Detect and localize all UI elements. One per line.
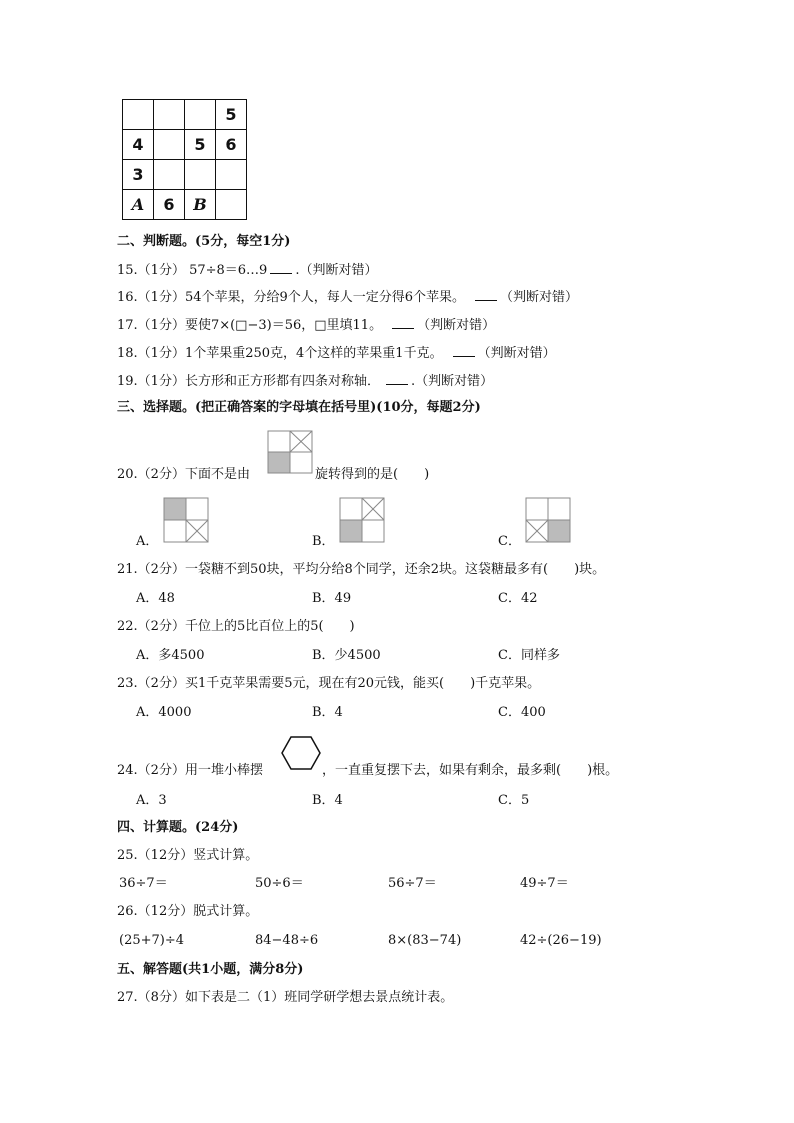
question-17 [117, 316, 495, 335]
grid-cell: B [185, 190, 216, 220]
question-22: 22.（2分）千位上的5比百位上的5( ) [117, 619, 355, 634]
expression: (25+7)÷4 [119, 933, 185, 948]
option-a[interactable]: A．3 [136, 793, 167, 808]
option-b[interactable]: B．4 [312, 793, 343, 808]
grid-cell: 5 [216, 100, 247, 130]
option-c-figure[interactable] [525, 497, 571, 543]
answer-blank[interactable] [392, 316, 414, 329]
option-b-label[interactable]: B． [312, 534, 335, 549]
expression: 84−48÷6 [255, 933, 319, 948]
expression: 50÷6＝ [255, 876, 304, 891]
option-b[interactable]: B．49 [312, 591, 352, 606]
section-title-judgement: 二、判断题。(5分，每空1分) [117, 234, 291, 249]
option-a[interactable]: A．48 [136, 591, 175, 606]
question-text: 15.（1分） 57÷8＝6…9 [117, 263, 268, 278]
expression: 42÷(26−19) [520, 933, 602, 948]
option-c-label[interactable]: C． [498, 534, 521, 549]
grid-cell [123, 100, 154, 130]
section-title-answer: 五、解答题(共1小题，满分8分) [117, 962, 304, 977]
grid-cell [154, 160, 185, 190]
option-c[interactable]: C．42 [498, 591, 538, 606]
question-20 [117, 466, 250, 484]
grid-cell: 5 [185, 130, 216, 160]
question-15 [117, 261, 377, 280]
answer-blank[interactable] [475, 288, 497, 301]
grid-cell: 6 [216, 130, 247, 160]
grid-cell [216, 160, 247, 190]
question-suffix: （判断对错） [500, 290, 579, 305]
question-25: 25.（12分）竖式计算。 [117, 848, 259, 863]
question-suffix: .（判断对错） [295, 263, 378, 278]
answer-blank[interactable] [386, 372, 408, 385]
option-c[interactable]: C．400 [498, 705, 546, 720]
question-26: 26.（12分）脱式计算。 [117, 904, 259, 919]
answer-blank[interactable] [270, 261, 292, 274]
rotation-figure-original [267, 430, 313, 474]
grid-cell: A [123, 190, 154, 220]
grid-cell: 3 [123, 160, 154, 190]
question-24: 24.（2分）用一堆小棒摆 [117, 763, 263, 778]
question-text: 19.（1分）长方形和正方形都有四条对称轴． [117, 374, 380, 389]
number-grid [122, 99, 247, 220]
section-title-choice: 三、选择题。(把正确答案的字母填在括号里)(10分，每题2分) [117, 400, 481, 415]
grid-cell: 6 [154, 190, 185, 220]
question-text: 18.（1分）1个苹果重250克，4个这样的苹果重1千克。 [117, 346, 443, 361]
question-24-suffix: ，一直重复摆下去，如果有剩余，最多剩( )根。 [322, 763, 619, 778]
grid-cell [154, 100, 185, 130]
hexagon-icon [281, 733, 321, 773]
question-16 [117, 288, 578, 307]
question-21: 21.（2分）一袋糖不到50块，平均分给8个同学，还余2块。这袋糖最多有( )块。 [117, 562, 606, 577]
expression: 8×(83−74) [388, 933, 462, 948]
question-19 [117, 372, 493, 391]
question-18 [117, 344, 556, 363]
question-20-suffix: 旋转得到的是( ) [315, 467, 430, 482]
option-a[interactable]: A．多4500 [136, 648, 205, 663]
option-b-figure[interactable] [339, 497, 385, 543]
question-text: 16.（1分）54个苹果，分给9个人，每人一定分得6个苹果。 [117, 290, 466, 305]
expression: 36÷7＝ [119, 876, 168, 891]
question-suffix: （判断对错） [477, 346, 556, 361]
option-b[interactable]: B．4 [312, 705, 343, 720]
question-text: 17.（1分）要使7×(□−3)＝56，□里填11。 [117, 318, 383, 333]
question-suffix: （判断对错） [417, 318, 496, 333]
grid-cell [185, 100, 216, 130]
grid-cell [185, 160, 216, 190]
option-b[interactable]: B．少4500 [312, 648, 381, 663]
question-23: 23.（2分）买1千克苹果需要5元，现在有20元钱，能买( )千克苹果。 [117, 676, 541, 691]
option-c[interactable]: C．5 [498, 793, 530, 808]
grid-cell [154, 130, 185, 160]
option-a-figure[interactable] [163, 497, 209, 543]
option-a-label[interactable]: A． [136, 534, 159, 549]
grid-cell: 4 [123, 130, 154, 160]
option-c[interactable]: C．同样多 [498, 648, 560, 663]
grid-cell [216, 190, 247, 220]
expression: 56÷7＝ [388, 876, 437, 891]
expression: 49÷7＝ [520, 876, 569, 891]
section-title-calculation: 四、计算题。(24分) [117, 820, 239, 835]
answer-blank[interactable] [453, 344, 475, 357]
question-text: 20.（2分）下面不是由 [117, 467, 250, 482]
option-a[interactable]: A．4000 [136, 705, 192, 720]
question-27: 27.（8分）如下表是二（1）班同学研学想去景点统计表。 [117, 990, 454, 1005]
question-suffix: .（判断对错） [410, 374, 494, 389]
